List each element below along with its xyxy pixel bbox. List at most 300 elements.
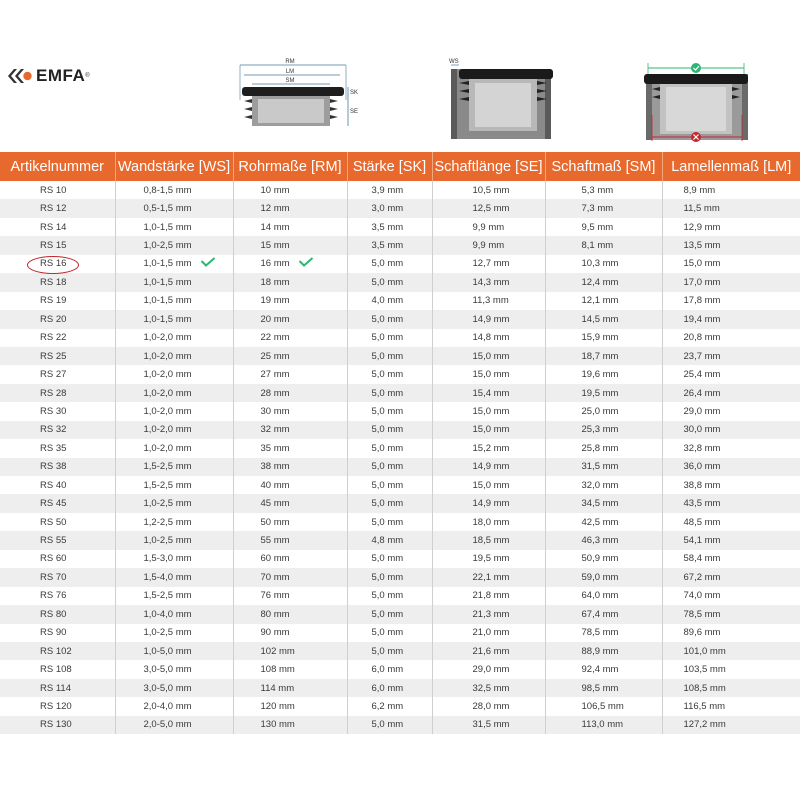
cell-value: 1,0-1,5 mm	[143, 276, 192, 288]
table-header-row	[0, 152, 800, 181]
cell-value: RS 20	[40, 313, 67, 325]
table-cell	[545, 476, 662, 494]
cell-value: 5,0 mm	[371, 442, 404, 454]
cell-value: 5,0 mm	[371, 332, 404, 344]
table-row	[0, 365, 800, 383]
cell-value: 18 mm	[260, 276, 290, 288]
table-cell	[432, 273, 545, 291]
table-cell	[662, 679, 800, 697]
cell-value: 76 mm	[260, 590, 290, 602]
table-cell	[347, 531, 432, 549]
cell-value: 14,9 mm	[472, 461, 510, 473]
cell-value: 108 mm	[260, 664, 295, 676]
cell-value: 12,5 mm	[472, 203, 510, 215]
cell-value: 32,8 mm	[683, 442, 721, 454]
product-dimensions-table	[0, 152, 800, 734]
table-cell	[545, 273, 662, 291]
cell-value: 22,1 mm	[472, 571, 510, 583]
table-cell	[0, 292, 115, 310]
cell-value: 21,0 mm	[472, 627, 510, 639]
table-cell	[432, 697, 545, 715]
cell-value: 120 mm	[260, 700, 295, 712]
table-cell	[662, 494, 800, 512]
cell-value: 1,0-2,0 mm	[143, 369, 192, 381]
table-cell	[432, 550, 545, 568]
table-cell	[233, 458, 347, 476]
table-cell	[662, 587, 800, 605]
cell-value: 1,2-2,5 mm	[143, 516, 192, 528]
table-cell	[545, 697, 662, 715]
table-row	[0, 605, 800, 623]
table-cell	[432, 624, 545, 642]
cell-value: 15 mm	[260, 240, 290, 252]
table-cell	[347, 273, 432, 291]
table-cell	[432, 587, 545, 605]
table-cell	[432, 421, 545, 439]
cell-value: 1,0-2,0 mm	[143, 405, 192, 417]
table-cell	[662, 236, 800, 254]
table-cell	[662, 218, 800, 236]
table-cell	[347, 716, 432, 734]
table-cell	[347, 329, 432, 347]
cell-value: 34,5 mm	[581, 498, 619, 510]
table-cell	[545, 494, 662, 512]
cell-value: 17,0 mm	[683, 276, 721, 288]
cell-value: 19 mm	[260, 295, 290, 307]
cell-value: 4,0 mm	[371, 295, 404, 307]
table-cell	[115, 347, 233, 365]
table-cell	[347, 476, 432, 494]
table-row	[0, 421, 800, 439]
cell-value: 5,0 mm	[371, 350, 404, 362]
cell-value: RS 102	[40, 645, 72, 657]
cell-value: 14,5 mm	[581, 313, 619, 325]
cell-value: 42,5 mm	[581, 516, 619, 528]
cell-value: 60 mm	[260, 553, 290, 565]
cell-value: 26,4 mm	[683, 387, 721, 399]
table-row	[0, 255, 800, 273]
cell-value: 25,3 mm	[581, 424, 619, 436]
table-cell	[662, 255, 800, 273]
cell-value: 67,4 mm	[581, 608, 619, 620]
table-cell	[545, 605, 662, 623]
table-cell	[347, 310, 432, 328]
cell-value: 23,7 mm	[683, 350, 721, 362]
table-cell	[0, 347, 115, 365]
table-cell	[0, 199, 115, 217]
cell-value: 1,0-4,0 mm	[143, 608, 192, 620]
cell-value: 0,5-1,5 mm	[143, 203, 192, 215]
table-cell	[233, 660, 347, 678]
cell-value: 1,5-3,0 mm	[143, 553, 192, 565]
cell-value: 5,0 mm	[371, 498, 404, 510]
table-cell	[662, 568, 800, 586]
column-header: Wandstärke [WS]	[115, 152, 233, 181]
cell-value: 7,3 mm	[581, 203, 614, 215]
table-cell	[115, 236, 233, 254]
table-cell	[347, 292, 432, 310]
fit-diagram	[642, 55, 757, 145]
cell-value: 3,5 mm	[371, 221, 404, 233]
cap-head	[644, 74, 748, 84]
cell-value: 3,0-5,0 mm	[143, 664, 192, 676]
cell-value: RS 55	[40, 535, 67, 547]
cell-value: 18,7 mm	[581, 350, 619, 362]
cell-value: RS 130	[40, 719, 72, 731]
table-cell	[233, 439, 347, 457]
table-cell	[347, 679, 432, 697]
cell-value: 19,5 mm	[472, 553, 510, 565]
cell-value: 1,0-1,5 mm	[143, 313, 192, 325]
cell-value: 1,0-2,0 mm	[143, 442, 192, 454]
table-cell	[0, 255, 115, 273]
table-cell	[0, 531, 115, 549]
cell-value: 5,0 mm	[371, 645, 404, 657]
table-cell	[545, 513, 662, 531]
table-cell	[347, 421, 432, 439]
cell-value: RS 60	[40, 553, 67, 565]
cell-value: RS 70	[40, 571, 67, 583]
cell-value: 25,4 mm	[683, 369, 721, 381]
table-cell	[0, 273, 115, 291]
table-cell	[662, 310, 800, 328]
table-cell	[432, 218, 545, 236]
brand-reg-mark: ®	[85, 73, 90, 79]
cell-value: RS 14	[40, 221, 67, 233]
table-cell	[662, 329, 800, 347]
cell-value: 9,5 mm	[581, 221, 614, 233]
table-cell	[115, 421, 233, 439]
table-cell	[662, 421, 800, 439]
cell-value: 14 mm	[260, 221, 290, 233]
table-cell	[432, 365, 545, 383]
table-cell	[432, 310, 545, 328]
table-cell	[662, 476, 800, 494]
table-cell	[115, 531, 233, 549]
cell-value: 59,0 mm	[581, 571, 619, 583]
cell-value: 29,0 mm	[683, 405, 721, 417]
table-cell	[347, 568, 432, 586]
cell-value: 32,5 mm	[472, 682, 510, 694]
table-cell	[662, 624, 800, 642]
cell-value: 21,8 mm	[472, 590, 510, 602]
table-cell	[115, 605, 233, 623]
table-cell	[233, 716, 347, 734]
cell-value: 50 mm	[260, 516, 290, 528]
cell-value: 2,0-4,0 mm	[143, 700, 192, 712]
table-cell	[0, 679, 115, 697]
cell-value: 116,5 mm	[683, 700, 726, 712]
cell-value: 3,9 mm	[371, 184, 404, 196]
table-cell	[545, 199, 662, 217]
table-cell	[545, 255, 662, 273]
cell-value: 18,0 mm	[472, 516, 510, 528]
cell-value: 15,0 mm	[472, 479, 510, 491]
cell-value: RS 16	[40, 258, 67, 270]
table-cell	[432, 716, 545, 734]
cell-value: 32 mm	[260, 424, 290, 436]
table-cell	[545, 550, 662, 568]
cell-value: 25,8 mm	[581, 442, 619, 454]
table-row	[0, 697, 800, 715]
cell-value: 127,2 mm	[683, 719, 726, 731]
table-cell	[662, 660, 800, 678]
cell-value: RS 90	[40, 627, 67, 639]
table-cell	[0, 365, 115, 383]
check-circle-icon	[691, 63, 701, 73]
table-cell	[115, 697, 233, 715]
table-cell	[233, 347, 347, 365]
cell-value: RS 22	[40, 332, 67, 344]
cell-value: RS 45	[40, 498, 67, 510]
cell-value: 74,0 mm	[683, 590, 721, 602]
cell-value: 5,0 mm	[371, 553, 404, 565]
table-cell	[662, 642, 800, 660]
cell-value: 1,0-2,5 mm	[143, 498, 192, 510]
cell-value: 5,0 mm	[371, 258, 404, 270]
table-cell	[545, 347, 662, 365]
table-cell	[545, 439, 662, 457]
table-cell	[233, 273, 347, 291]
cell-value: 1,0-2,5 mm	[143, 240, 192, 252]
table-cell	[347, 624, 432, 642]
cell-value: RS 38	[40, 461, 67, 473]
table-cell	[115, 494, 233, 512]
cell-value: 108,5 mm	[683, 682, 726, 694]
table-cell	[662, 439, 800, 457]
table-cell	[432, 384, 545, 402]
table-cell	[432, 513, 545, 531]
table-cell	[115, 476, 233, 494]
table-cell	[0, 494, 115, 512]
cell-value: 1,0-2,0 mm	[143, 350, 192, 362]
table-cell	[347, 347, 432, 365]
cell-value: 1,0-2,0 mm	[143, 424, 192, 436]
table-cell	[432, 199, 545, 217]
cell-value: 20,8 mm	[683, 332, 721, 344]
cell-value: 92,4 mm	[581, 664, 619, 676]
table-cell	[115, 402, 233, 420]
table-cell	[233, 292, 347, 310]
rm-label: RM	[285, 59, 295, 65]
table-row	[0, 236, 800, 254]
cell-value: RS 25	[40, 350, 67, 362]
table-cell	[347, 458, 432, 476]
table-cell	[233, 236, 347, 254]
cell-value: 5,0 mm	[371, 313, 404, 325]
cell-value: 14,9 mm	[472, 313, 510, 325]
cell-value: 6,0 mm	[371, 664, 404, 676]
table-row	[0, 329, 800, 347]
cell-value: RS 40	[40, 479, 67, 491]
cell-value: 36,0 mm	[683, 461, 721, 473]
table-row	[0, 476, 800, 494]
cell-value: 58,4 mm	[683, 553, 721, 565]
table-cell	[662, 697, 800, 715]
table-cell	[662, 716, 800, 734]
cap-head	[459, 69, 553, 79]
cell-value: 1,5-2,5 mm	[143, 461, 192, 473]
table-cell	[545, 310, 662, 328]
cell-value: 12,7 mm	[472, 258, 510, 270]
table-cell	[115, 199, 233, 217]
cell-value: 5,0 mm	[371, 516, 404, 528]
table-cell	[347, 697, 432, 715]
table-cell	[233, 476, 347, 494]
cell-value: 38,8 mm	[683, 479, 721, 491]
cell-value: 101,0 mm	[683, 645, 726, 657]
table-cell	[233, 218, 347, 236]
table-cell	[0, 550, 115, 568]
cell-value: 46,3 mm	[581, 535, 619, 547]
table-cell	[432, 181, 545, 199]
table-cell	[0, 716, 115, 734]
cell-value: 3,0 mm	[371, 203, 404, 215]
table-cell	[0, 476, 115, 494]
cell-value: 43,5 mm	[683, 498, 721, 510]
cell-value: RS 76	[40, 590, 67, 602]
table-cell	[432, 329, 545, 347]
cell-value: 5,3 mm	[581, 184, 614, 196]
cell-value: 21,6 mm	[472, 645, 510, 657]
cell-value: 1,5-4,0 mm	[143, 571, 192, 583]
cell-value: 12,1 mm	[581, 295, 619, 307]
table-cell	[0, 458, 115, 476]
table-cell	[432, 494, 545, 512]
cell-value: 8,9 mm	[683, 184, 716, 196]
table-cell	[662, 199, 800, 217]
table-cell	[432, 476, 545, 494]
table-cell	[432, 531, 545, 549]
table-cell	[545, 365, 662, 383]
table-cell	[545, 384, 662, 402]
table-cell	[115, 365, 233, 383]
table-cell	[233, 679, 347, 697]
table-cell	[0, 568, 115, 586]
table-cell	[115, 439, 233, 457]
cell-value: 1,0-5,0 mm	[143, 645, 192, 657]
cell-value: 130 mm	[260, 719, 295, 731]
check-icon	[298, 257, 314, 267]
table-cell	[0, 310, 115, 328]
table-cell	[0, 329, 115, 347]
table-cell	[545, 292, 662, 310]
table-row	[0, 716, 800, 734]
table-cell	[233, 402, 347, 420]
table-cell	[545, 679, 662, 697]
table-cell	[545, 716, 662, 734]
table-cell	[233, 605, 347, 623]
table-cell	[0, 697, 115, 715]
cell-value: 15,9 mm	[581, 332, 619, 344]
table-row	[0, 199, 800, 217]
table-cell	[233, 421, 347, 439]
cell-value: 31,5 mm	[581, 461, 619, 473]
cell-value: 0,8-1,5 mm	[143, 184, 192, 196]
table-cell	[347, 550, 432, 568]
table-cell	[233, 310, 347, 328]
table-row	[0, 531, 800, 549]
table-cell	[115, 513, 233, 531]
table-cell	[662, 384, 800, 402]
cell-value: 19,4 mm	[683, 313, 721, 325]
table-cell	[347, 181, 432, 199]
table-cell	[545, 624, 662, 642]
cell-value: 17,8 mm	[683, 295, 721, 307]
cell-value: 25 mm	[260, 350, 290, 362]
column-header: Rohrmaße [RM]	[233, 152, 347, 181]
table-cell	[0, 513, 115, 531]
table-cell	[347, 384, 432, 402]
cell-value: 5,0 mm	[371, 461, 404, 473]
cell-value: 21,3 mm	[472, 608, 510, 620]
cell-value: 14,8 mm	[472, 332, 510, 344]
table-cell	[115, 624, 233, 642]
cell-value: 6,0 mm	[371, 682, 404, 694]
column-header: Artikelnummer	[0, 152, 115, 181]
table-cell	[0, 642, 115, 660]
table-cell	[233, 568, 347, 586]
wall-thickness-diagram	[445, 55, 557, 140]
cell-value: 12 mm	[260, 203, 290, 215]
table-row	[0, 679, 800, 697]
table-cell	[0, 439, 115, 457]
table-cell	[662, 181, 800, 199]
cell-value: 89,6 mm	[683, 627, 721, 639]
table-cell	[545, 181, 662, 199]
cell-value: 1,0-2,0 mm	[143, 332, 192, 344]
table-cell	[432, 439, 545, 457]
cell-value: 5,0 mm	[371, 369, 404, 381]
table-cell	[0, 605, 115, 623]
cell-value: 31,5 mm	[472, 719, 510, 731]
cell-value: 14,9 mm	[472, 498, 510, 510]
sm-label: SM	[285, 78, 295, 84]
table-cell	[432, 402, 545, 420]
table-cell	[662, 513, 800, 531]
table-cell	[115, 384, 233, 402]
table-cell	[662, 458, 800, 476]
cell-value: 20 mm	[260, 313, 290, 325]
cell-value: 38 mm	[260, 461, 290, 473]
cell-value: 5,0 mm	[371, 479, 404, 491]
cell-value: 40 mm	[260, 479, 290, 491]
table-cell	[545, 587, 662, 605]
table-cell	[233, 587, 347, 605]
table-cell	[662, 365, 800, 383]
cell-value: 5,0 mm	[371, 719, 404, 731]
table-cell	[662, 292, 800, 310]
cell-value: 19,5 mm	[581, 387, 619, 399]
table-row	[0, 660, 800, 678]
table-cell	[347, 513, 432, 531]
cell-value: 1,0-2,5 mm	[143, 535, 192, 547]
table-cell	[432, 458, 545, 476]
table-cell	[233, 697, 347, 715]
cell-value: 15,0 mm	[472, 424, 510, 436]
cell-value: 25,0 mm	[581, 405, 619, 417]
cell-value: 10,3 mm	[581, 258, 619, 270]
table-cell	[662, 273, 800, 291]
table-cell	[0, 402, 115, 420]
cell-value: 113,0 mm	[581, 719, 624, 731]
cell-value: 8,1 mm	[581, 240, 614, 252]
cell-value: 13,5 mm	[683, 240, 721, 252]
cell-value: 16 mm	[260, 258, 290, 270]
cell-value: 102 mm	[260, 645, 295, 657]
cell-value: 15,0 mm	[683, 258, 721, 270]
table-cell	[347, 605, 432, 623]
